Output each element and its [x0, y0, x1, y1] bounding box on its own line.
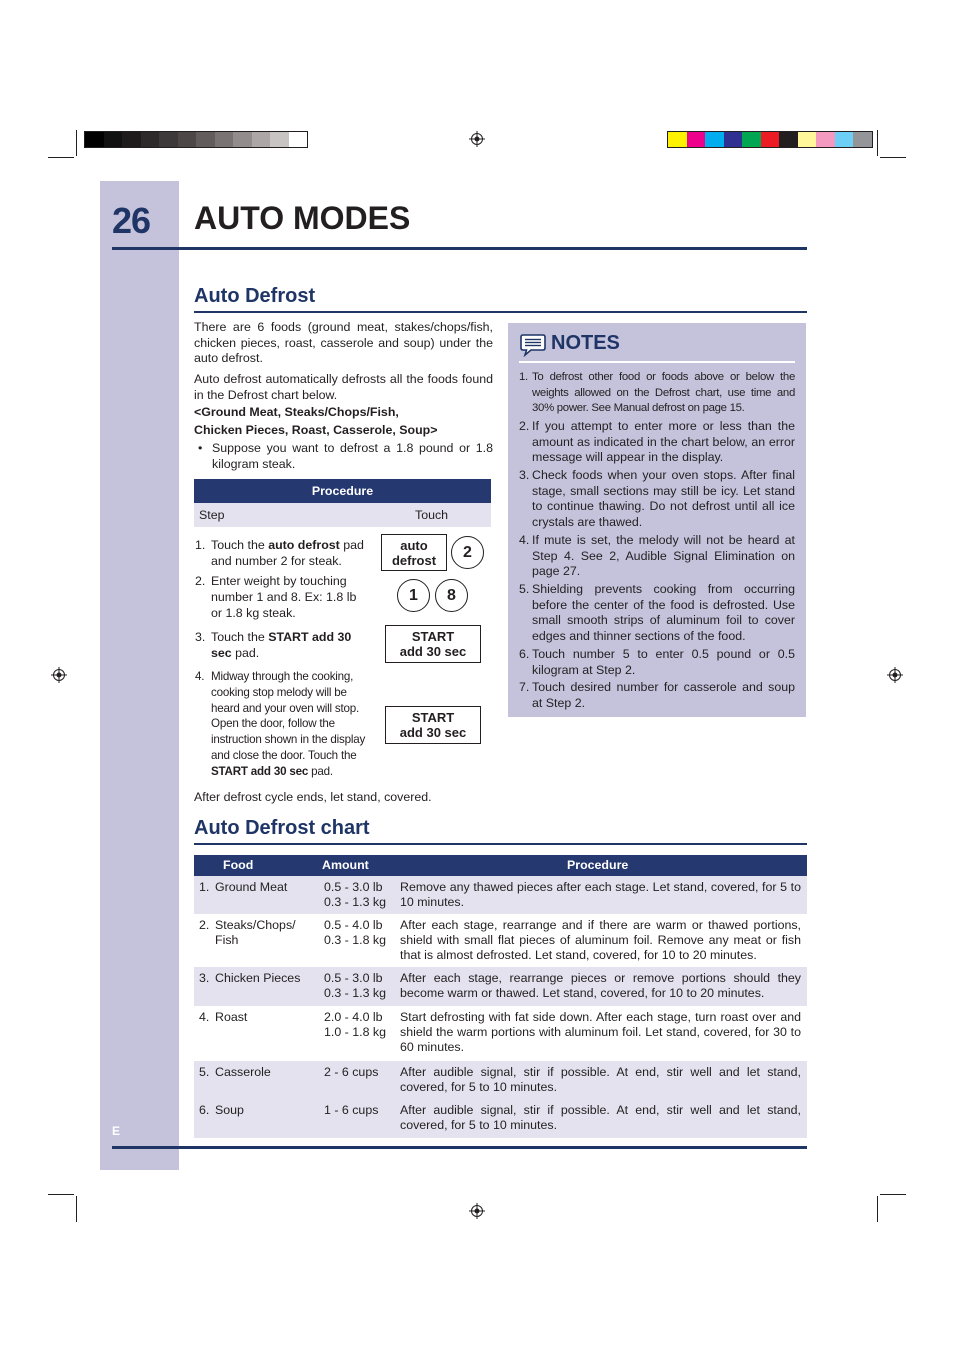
- color-swatch: [233, 132, 252, 147]
- bullet-dot: •: [198, 441, 203, 455]
- table-row: 2. Steaks/Chops/ Fish 0.5 - 4.0 lb 0.3 - 1.8 kg After each stage, rearrange and if there are warm or thawed portions, shield with small flat pieces of aluminum foil. Remove any meat or fish that is almost defrosted. Let stand, covered, for 10 to 20 minutes.: [199, 918, 801, 963]
- procedure-step: [195, 669, 378, 784]
- step-text: Midway through the cooking, cooking stop melody will be heard and your oven will stop. Open the door, follow the instruction shown in the display and close the door. Touch the START add 30 sec pad.: [211, 670, 366, 778]
- table-row: 3. Chicken Pieces 0.5 - 3.0 lb 0.3 - 1.3 kg After each stage, rearrange pieces or remove portions should they become warm or thawed. Let stand, covered, for 10 to 20 minutes.: [194, 967, 807, 1006]
- section-title-defrost-chart: Auto Defrost chart: [194, 817, 370, 839]
- page-sidebar: [100, 181, 179, 1170]
- page-title: AUTO MODES: [194, 200, 411, 236]
- page-number: 26: [112, 200, 151, 241]
- table-row: 1. Ground Meat 0.5 - 3.0 lb 0.3 - 1.3 kg Remove any thawed pieces after each stage. Let stand, covered, for 5 to 10 minutes.: [194, 876, 807, 914]
- color-swatch: [270, 132, 289, 147]
- step-number: 2.: [195, 574, 206, 588]
- color-swatch: [196, 132, 215, 147]
- footer-rule: [112, 1146, 807, 1149]
- start-add-30-sec-pad: START add 30 sec: [385, 625, 481, 663]
- color-swatch: [853, 132, 872, 147]
- step-number: 4.: [195, 670, 205, 683]
- procedure-subheader: [194, 503, 491, 527]
- description-paragraph: Auto defrost automatically defrosts all the foods found in the Defrost chart below.: [194, 372, 493, 402]
- procedure-table-header: Procedure: [194, 479, 491, 503]
- color-swatch: [122, 132, 141, 147]
- registration-mark-icon: [887, 667, 903, 683]
- food-category-line: Chicken Pieces, Roast, Casserole, Soup>: [194, 423, 438, 437]
- registration-mark-icon: [469, 1203, 485, 1219]
- column-touch: Touch: [415, 508, 449, 522]
- auto-defrost-pad: auto defrost: [381, 534, 447, 571]
- table-row: 4. Roast 2.0 - 4.0 lb 1.0 - 1.8 kg Start defrosting with fat side down. After each stage, turn roast over and shield the warm portions with aluminum foil. Let stand, covered, for 30 to 60 minutes.: [199, 1010, 801, 1055]
- note-item: 6. Touch number 5 to enter 0.5 pound or 0.5 kilogram at Step 2.: [519, 647, 795, 677]
- step-number: 3.: [195, 630, 206, 644]
- color-swatch: [85, 132, 104, 147]
- crop-mark: [76, 1196, 77, 1222]
- notes-rule: [519, 361, 795, 363]
- color-swatch: [159, 132, 178, 147]
- step-text: Enter weight by touching number 1 and 8. Ex: 1.8 lb or 1.8 kg steak.: [211, 574, 357, 620]
- example-bullet: Suppose you want to defrost a 1.8 pound or 1.8 kilogram steak.: [212, 441, 493, 471]
- note-item: 7. Touch desired number for casserole and soup at Step 2.: [519, 680, 795, 710]
- intro-paragraph: There are 6 foods (ground meat, stakes/chops/fish, chicken pieces, roast, casserole and soup) under the auto defrost.: [194, 320, 493, 366]
- note-item: 3. Check foods when your oven stops. After final stage, small sections may still be icy. Let stand to continue thawing. Do not defrost until all ice crystals are thawed.: [519, 468, 795, 529]
- notes-title: NOTES: [551, 332, 620, 354]
- crop-mark: [877, 1196, 878, 1222]
- after-defrost-note: After defrost cycle ends, let stand, covered.: [194, 790, 432, 804]
- note-item: 4. If mute is set, the melody will not be heard at Step 4. See 2, Audible Signal Elimination on page 27.: [519, 533, 795, 579]
- color-swatch: [816, 132, 835, 147]
- crop-mark: [880, 157, 906, 158]
- note-item: 5. Shielding prevents cooking from occurring before the center of the food is defrosted. Use small smooth strips of aluminum foil to cover edges and thinner sections of the food.: [519, 582, 795, 643]
- note-item: 1. To defrost other food or foods above or below the weights allowed on the Defrost chart, use time and 30% power. See Manual defrost on page 15.: [519, 371, 795, 415]
- number-2-key: 2: [451, 536, 484, 569]
- speech-bubble-notes-icon: [520, 333, 546, 357]
- column-amount: Amount: [322, 858, 369, 872]
- color-swatch: [835, 132, 854, 147]
- color-swatch: [687, 132, 706, 147]
- crop-mark: [48, 157, 74, 158]
- step-number: 1.: [195, 538, 206, 552]
- color-swatch: [141, 132, 160, 147]
- section-rule: [194, 843, 807, 845]
- color-swatch: [761, 132, 780, 147]
- procedure-step: [195, 573, 375, 623]
- table-row: 6. Soup 1 - 6 cups After audible signal, stir if possible. At end, stir well and let stand, covered, for 5 to 10 minutes.: [194, 1099, 807, 1138]
- column-procedure: Procedure: [567, 858, 629, 872]
- note-item: 2. If you attempt to enter more or less than the amount as indicated in the chart below, an error message will appear in the display.: [519, 419, 795, 465]
- color-swatch-strip: [667, 131, 873, 148]
- column-food: Food: [223, 858, 254, 872]
- color-swatch: [104, 132, 123, 147]
- crop-mark: [76, 130, 77, 156]
- color-swatch: [798, 132, 817, 147]
- color-swatch: [178, 132, 197, 147]
- chart-table-header: [194, 855, 807, 876]
- number-8-key: 8: [435, 579, 468, 612]
- crop-mark: [877, 130, 878, 156]
- header-rule: [112, 247, 807, 250]
- language-marker: E: [112, 1124, 121, 1138]
- color-swatch: [705, 132, 724, 147]
- color-swatch: [215, 132, 234, 147]
- procedure-step: [195, 629, 375, 663]
- crop-mark: [880, 1194, 906, 1195]
- color-swatch: [742, 132, 761, 147]
- number-1-key: 1: [397, 579, 430, 612]
- column-step: Step: [199, 508, 225, 522]
- start-add-30-sec-pad: START add 30 sec: [385, 706, 481, 744]
- color-swatch: [289, 132, 308, 147]
- step-text: Touch the START add 30 sec pad.: [211, 630, 352, 660]
- food-category-line: <Ground Meat, Steaks/Chops/Fish,: [194, 405, 399, 419]
- color-swatch: [668, 132, 687, 147]
- registration-mark-icon: [469, 131, 485, 147]
- section-title-auto-defrost: Auto Defrost: [194, 285, 316, 307]
- registration-mark-icon: [51, 667, 67, 683]
- step-text: Touch the auto defrost pad and number 2 for steak.: [211, 538, 364, 568]
- procedure-step: [195, 537, 375, 571]
- color-swatch: [724, 132, 743, 147]
- grayscale-swatch-strip: [84, 131, 308, 148]
- table-row: 5. Casserole 2 - 6 cups After audible signal, stir if possible. At end, stir well and let stand, covered, for 5 to 10 minutes.: [194, 1061, 807, 1099]
- crop-mark: [48, 1194, 74, 1195]
- section-rule: [194, 311, 807, 313]
- color-swatch: [779, 132, 798, 147]
- color-swatch: [252, 132, 271, 147]
